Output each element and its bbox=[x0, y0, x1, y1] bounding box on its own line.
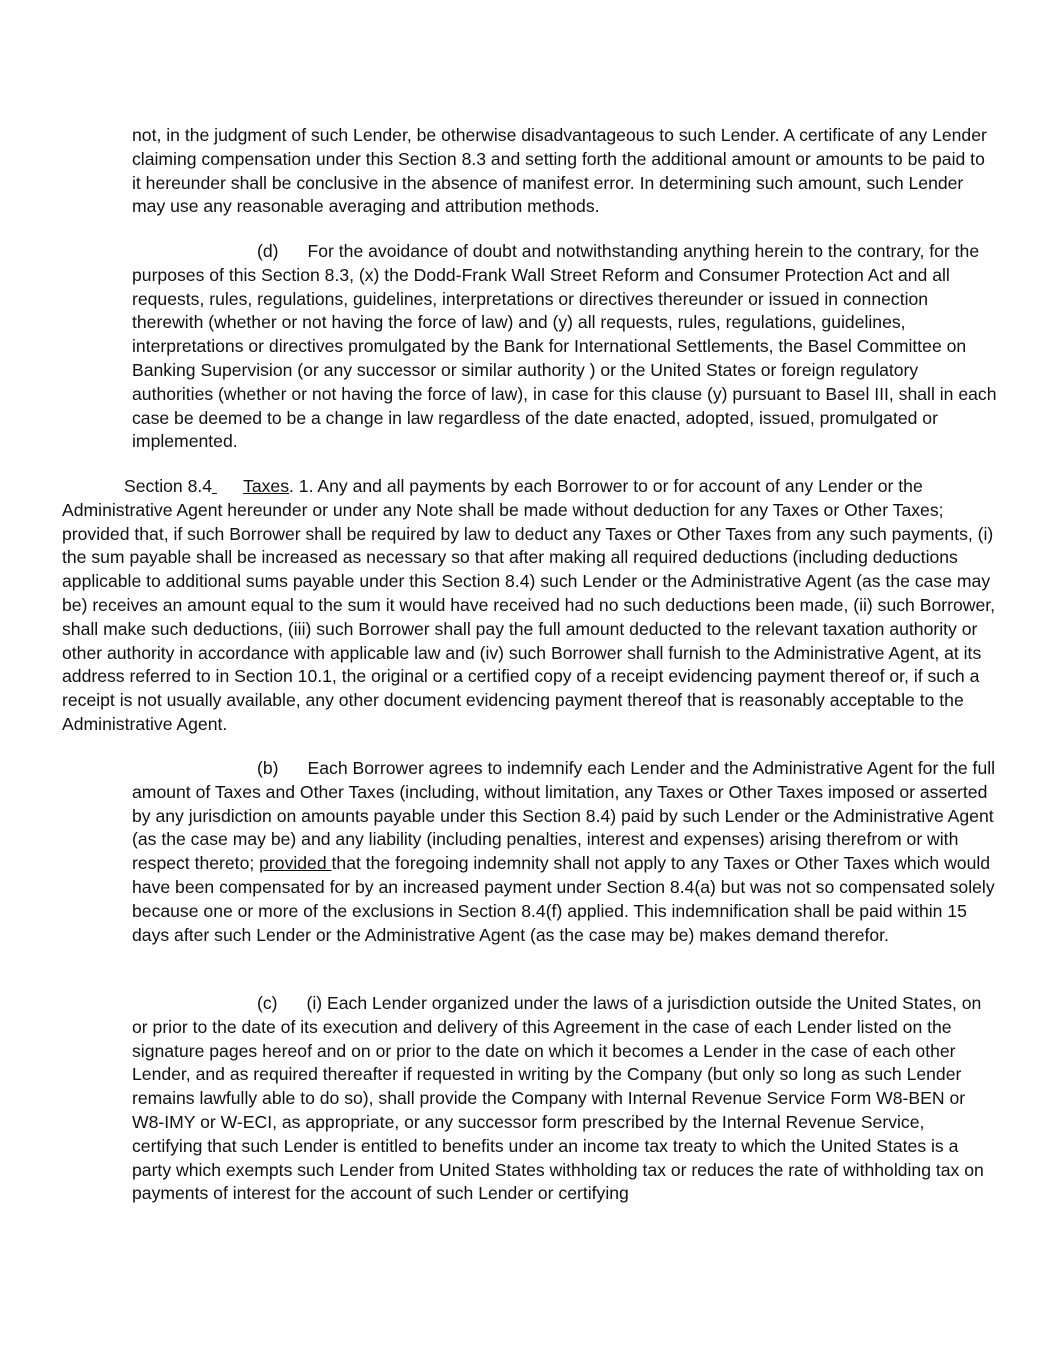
paragraph-b bbox=[132, 757, 997, 947]
clause-label: (b) bbox=[257, 758, 279, 778]
paragraph-text: (i) Each Lender organized under the laws of a jurisdiction outside the United States, on or prior to the date of its execution and delivery of this Agreement in the case of each Lender listed on the signature pages hereof and on or prior to the date on which it becomes a Lender in the case of each other Lender, and as required thereafter if requested in writing by the Company (but only so long as such Lender remains lawfully able to do so), shall provide the Company with Internal Revenue Service Form W8-BEN or W8-IMY or W-ECI, as appropriate, or any successor form prescribed by the Internal Revenue Service, certifying that such Lender is entitled to benefits under an income tax treaty to which the United States is a party which exempts such Lender from United States withholding tax or reduces the rate of withholding tax on payments of interest for the account of such Lender or certifying bbox=[132, 993, 984, 1204]
paragraph-d bbox=[132, 240, 997, 454]
paragraph-text: 1. Any and all payments by each Borrower to or for account of any Lender or the Administrative Agent hereunder or under any Note shall be made without deduction for any Taxes or Other Taxes; provided that, if such Borrower shall be required by law to deduct any Taxes or Other Taxes from any such payments, (i) the sum payable shall be increased as necessary so that after making all required deductions (including deductions applicable to additional sums payable under this Section 8.4) such Lender or the Administrative Agent (as the case may be) receives an amount equal to the sum it would have received had no such deductions been made, (ii) such Borrower, shall make such deductions, (iii) such Borrower shall pay the full amount deducted to the relevant taxation authority or other authority in accordance with applicable law and (iv) such Borrower shall furnish to the Administrative Agent, at its address referred to in Section 10.1, the original or a certified copy of a receipt evidencing payment thereof or, if such a receipt is not usually available, any other document evidencing payment thereof that is reasonably acceptable to the Administrative Agent. bbox=[62, 476, 996, 734]
paragraph-text-continued: that the foregoing indemnity shall not apply to any Taxes or Other Taxes which would have been compensated for by an increased payment under Section 8.4(a) but was not so compensated solely because one or more of the exclusions in Section 8.4(f) applied. This indemnification shall be paid within 15 days after such Lender or the Administrative Agent (as the case may be) makes demand therefor. bbox=[132, 853, 995, 945]
underlined-term: provided bbox=[259, 853, 332, 874]
paragraph-text: For the avoidance of doubt and notwithstanding anything herein to the contrary, for the purposes of this Section 8.3, (x) the Dodd-Frank Wall Street Reform and Consumer Protection Act and all requests, rules, regulations, guidelines, interpretations or directives thereunder or issued in connection therewith (whether or not having the force of law) and (y) all requests, rules, regulations, guidelines, interpretations or directives promulgated by the Bank for International Settlements, the Basel Committee on Banking Supervision (or any successor or similar authority ) or the United States or foreign regulatory authorities (whether or not having the force of law), in case for this clause (y) pursuant to Basel III, shall in each case be deemed to be a change in law regardless of the date enacted, adopted, issued, promulgated or implemented. bbox=[132, 241, 997, 452]
section-number: Section 8.4 bbox=[124, 476, 213, 496]
section-tab-leader bbox=[212, 475, 243, 499]
section-heading: Taxes bbox=[243, 476, 289, 496]
paragraph-text: Each Borrower agrees to indemnify each Lender and the Administrative Agent for the full amount of Taxes and Other Taxes (including, without limitation, any Taxes or Other Taxes imposed or asserted by any jurisdiction on amounts payable under this Section 8.4) paid by such Lender or the Administrative Agent (as the case may be) and any liability (including penalties, interest and expenses) arising therefrom or with respect thereto; bbox=[132, 758, 996, 874]
clause-label: (d) bbox=[257, 241, 279, 261]
paragraph-text: not, in the judgment of such Lender, be otherwise disadvantageous to such Lender. A certificate of any Lender claiming compensation under this Section 8.3 and setting forth the additional amount or amounts to be paid to it hereunder shall be conclusive in the absence of manifest error. In determining such amount, such Lender may use any reasonable averaging and attribution methods. bbox=[132, 125, 987, 217]
section-8-4-paragraph bbox=[62, 475, 997, 737]
paragraph-c bbox=[132, 992, 997, 1206]
section-heading-period: . bbox=[289, 476, 294, 496]
clause-label: (c) bbox=[257, 993, 278, 1013]
paragraph-continuation bbox=[132, 124, 997, 219]
